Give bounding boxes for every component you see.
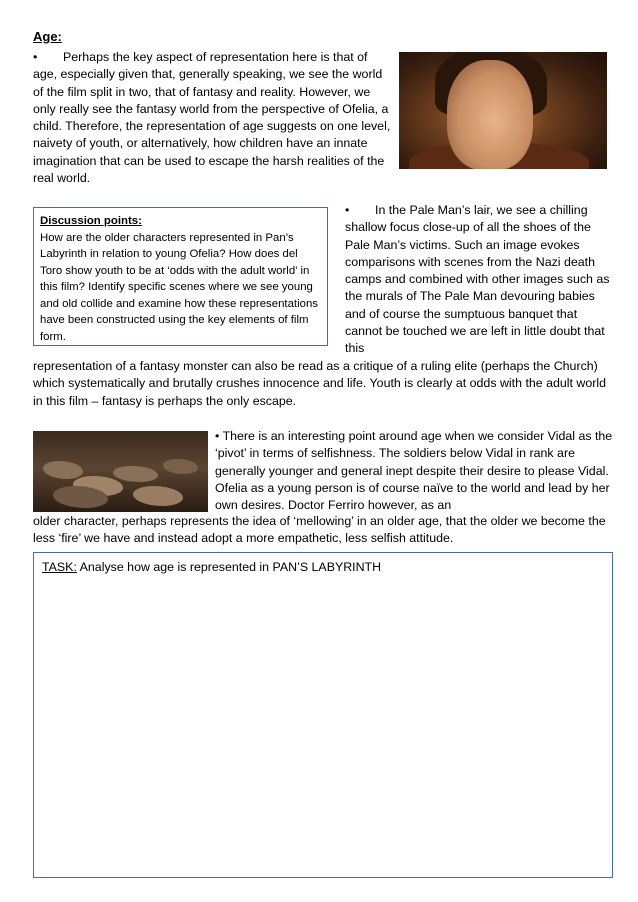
bullet: • <box>33 50 38 64</box>
vidal-text: There is an interesting point around age when we consider Vidal as the ‘pivot’ in terms of selfishness. The soldiers below Vidal in rank are generally younger and general inept despite their desire to please Vidal. Ofelia as a young person is of course naïve to the world and lead by her own desires. Doctor Ferriro however, as an <box>215 429 613 513</box>
pale-man-paragraph-continued: representation of a fantasy monster can also be read as a critique of a ruling elite (perhaps the Church) which systematically and brutally crushes innocence and life. Youth is clearly at odds with the adult world in this film – fantasy is perhaps the only escape. <box>33 359 607 408</box>
task-text: Analyse how age is represented in PAN’S LABYRINTH <box>79 560 382 574</box>
bullet: • <box>215 429 220 443</box>
task-answer-box[interactable] <box>33 552 613 878</box>
image-face <box>447 60 533 169</box>
pale-man-text: In the Pale Man’s lair, we see a chilling shallow focus close-up of all the shoes of the Pale Man’s victims. Such an image evokes comparisons with scenes from the Nazi death camps and combined with other images such as the murals of The Pale Man devouring babies and of course the sumptuous banquet that cannot be touched we are left in little doubt that this <box>345 203 610 356</box>
intro-paragraph <box>33 49 393 187</box>
ofelia-still-image <box>399 52 607 169</box>
section-heading: Age: <box>33 29 62 44</box>
pale-man-paragraph <box>345 202 613 358</box>
shoes-still-image <box>33 431 208 512</box>
intro-text: Perhaps the key aspect of representation here is that of age, especially given that, generally speaking, we see the world of the film split in two, that of fantasy and reality. However, we only really see the fantasy world from the perspective of Ofelia, a child. Therefore, the representation of age suggests on one level, naivety of youth, or alternatively, how children have an innate imagination that can be used to escape the harsh realities of the real world. <box>33 50 391 186</box>
task-label: TASK: <box>42 560 77 574</box>
discussion-title: Discussion points: <box>40 215 142 227</box>
vidal-paragraph-continued: older character, perhaps represents the idea of ‘mellowing’ in an older age, that the older we become the less ‘fire’ we have and instead adopt a more empathetic, less selfish attitude. <box>33 514 606 546</box>
bullet: • <box>345 203 350 217</box>
vidal-paragraph <box>215 428 613 514</box>
discussion-box <box>33 207 328 346</box>
discussion-text: How are the older characters represented in Pan’s Labyrinth in relation to young Ofelia? How does del Toro show youth to be at ‘odds with the adult world’ in this film? Identify specific scenes where we see young and old collide and examine how these representations have been constructed using the key elements of film form. <box>40 231 318 343</box>
